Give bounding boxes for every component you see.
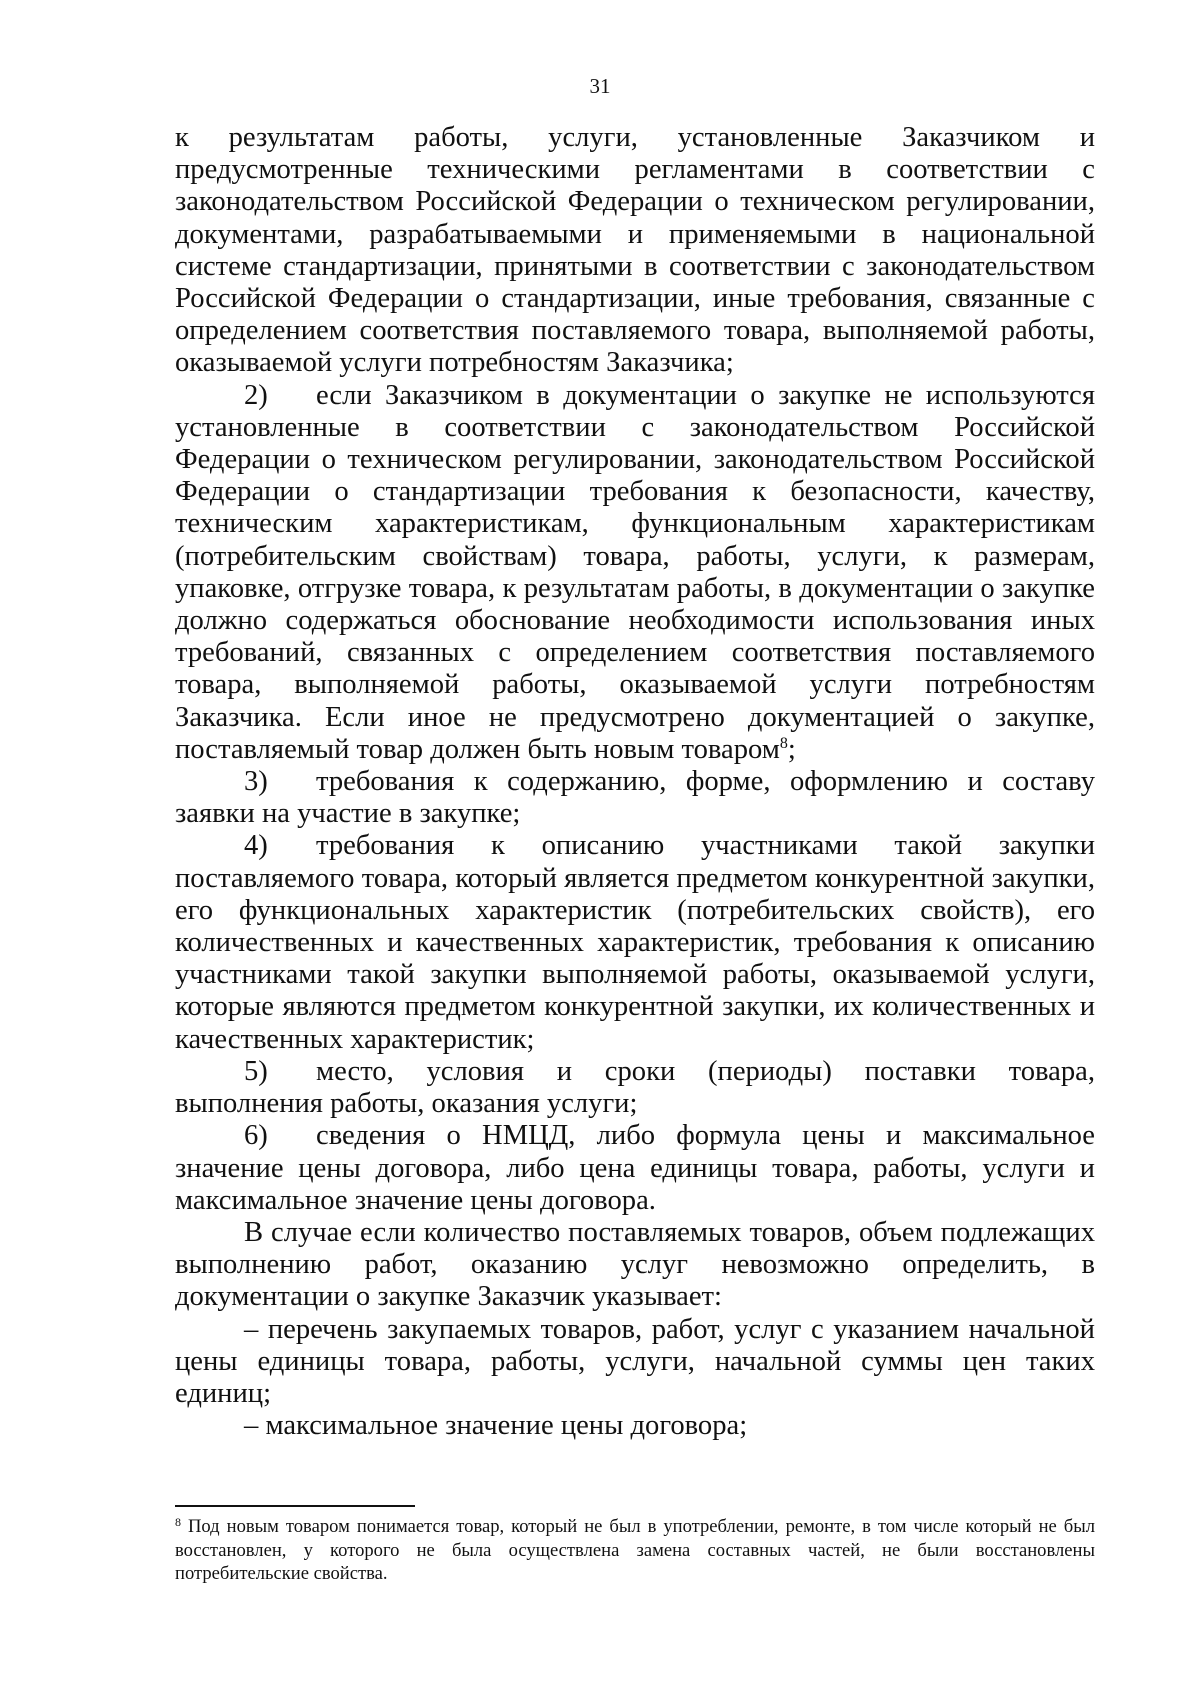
dash-marker: –	[244, 1410, 259, 1442]
body-text	[175, 122, 1095, 1442]
list-marker: 4)	[244, 830, 268, 862]
dash-item-max-price	[175, 1410, 1095, 1442]
dash-item-text: перечень закупаемых товаров, работ, услуг с указанием начальной цены единицы товара, работы, услуги, начальной суммы цен таких единиц;	[175, 1313, 1095, 1409]
list-marker: 3)	[244, 766, 268, 798]
list-item-5	[175, 1056, 1095, 1120]
paragraph-text: к результатам работы, услуги, установленные Заказчиком и предусмотренные техническими регламентами в соответствии с законодательством Российской Федерации о техническом регулировании, документами, разрабатываемыми и применяемыми в национальной системе стандартизации, принятыми в соответствии с законодательством Российской Федерации о стандартизации, иные требования, связанные с определением соответствия поставляемого товара, выполняемой работы, оказываемой услуги потребностям Заказчика;	[175, 122, 1095, 379]
dash-item-price-list	[175, 1314, 1095, 1411]
dash-item-text: максимальное значение цены договора;	[265, 1410, 748, 1442]
list-marker: 6)	[244, 1120, 268, 1152]
list-item-6	[175, 1120, 1095, 1217]
list-item-text: место, условия и сроки (периоды) поставки товара, выполнения работы, оказания услуги;	[175, 1055, 1095, 1120]
list-marker: 5)	[244, 1055, 268, 1087]
list-item-text: требования к описанию участниками такой закупки поставляемого товара, который является предметом конкурентной закупки, его функциональных характеристик (потребительских свойств), его количественных и качественных характеристик, требования к описанию участниками такой закупки выполняемой работы, оказываемой услуги, которые являются предметом конкурентной закупки, их количественных и качественных характеристик;	[175, 830, 1095, 1055]
list-item-4	[175, 830, 1095, 1055]
page-number: 31	[589, 74, 611, 98]
list-marker: 2)	[244, 379, 268, 411]
list-item-text: если Заказчиком в документации о закупке не используются установленные в соответствии с законодательством Российской Федерации о техническом регулировании, законодательством Российской Федерации о стандартизации требования к безопасности, качеству, техническим характеристикам, функциональным характеристикам (потребительским свойствам) товара, работы, услуги, к размерам, упаковке, отгрузке товара, к результатам работы, в документации о закупке должно содержаться обоснование необходимости использования иных требований, связанных с определением соответствия поставляемого товара, выполняемой работы, оказываемой услуги потребностям Заказчика. Если иное не предусмотрено документацией о закупке, поставляемый товар должен быть новым товаром	[175, 379, 1095, 765]
footnote-separator	[175, 1505, 415, 1507]
footnote-number: 8	[175, 1515, 181, 1529]
list-item-text: сведения о НМЦД, либо формула цены и максимальное значение цены договора, либо цена единицы товара, работы, услуги и максимальное значение цены договора.	[175, 1120, 1095, 1216]
paragraph-quantity-case	[175, 1217, 1095, 1314]
list-item-3	[175, 766, 1095, 830]
list-item-text: требования к содержанию, форме, оформлению и составу заявки на участие в закупке;	[175, 766, 1095, 830]
footnote-text: Под новым товаром понимается товар, который не был в употреблении, ремонте, в том числе который не был восстановлен, у которого не была осуществлена замена составных частей, не были восстановлены потребительские свойства.	[175, 1516, 1095, 1584]
paragraph-text: В случае если количество поставляемых товаров, объем подлежащих выполнению работ, оказанию услуг невозможно определить, в документации о закупке Заказчик указывает:	[175, 1216, 1095, 1313]
list-item-text-end: ;	[787, 733, 796, 765]
footnote	[175, 1515, 1095, 1586]
list-item-2	[175, 380, 1095, 766]
paragraph-continuation	[175, 122, 1095, 380]
footnote-reference[interactable]: 8	[779, 734, 788, 752]
dash-marker: –	[244, 1313, 259, 1345]
